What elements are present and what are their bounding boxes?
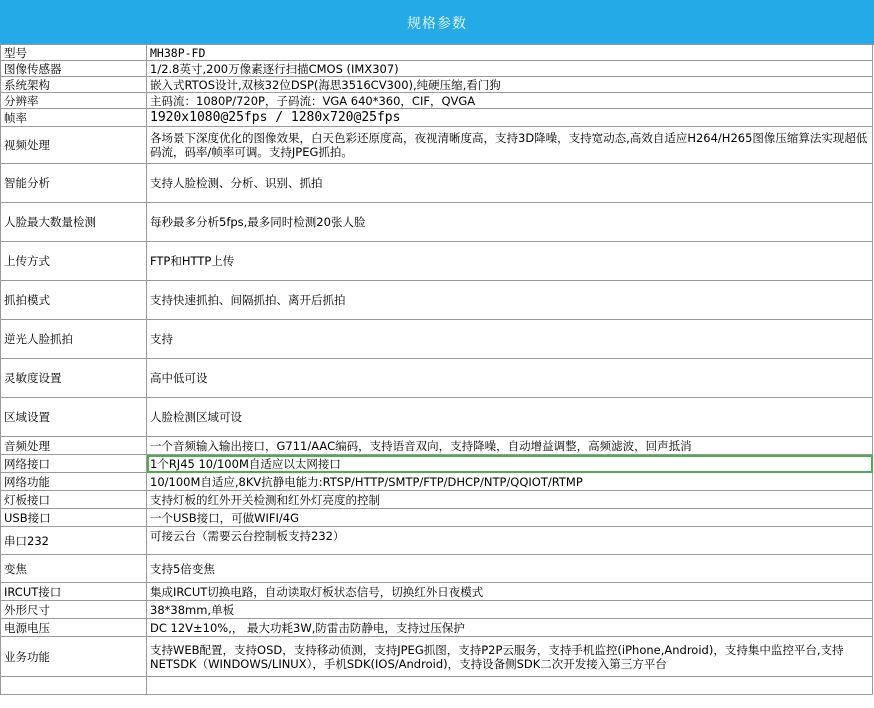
row-label: IRCUT接口	[1, 583, 147, 601]
row-value-selected-cell[interactable]: 1个RJ45 10/100M自适应以太网接口	[147, 455, 873, 473]
table-title: 规格参数	[407, 16, 467, 32]
row-value: 支持	[147, 320, 873, 359]
row-value: FTP和HTTP上传	[147, 242, 873, 281]
row-label: USB接口	[1, 509, 147, 527]
spec-table	[0, 44, 873, 695]
table-row	[1, 637, 873, 677]
table-row	[1, 61, 873, 77]
table-row	[1, 320, 873, 359]
row-value: 人脸检测区域可设	[147, 398, 873, 437]
row-label: 逆光人脸抓拍	[1, 320, 147, 359]
row-label: 音频处理	[1, 437, 147, 455]
row-label: 型号	[1, 45, 147, 61]
row-value: DC 12V±10%,， 最大功耗3W,防雷击防静电，支持过压保护	[147, 619, 873, 637]
row-value: 一个USB接口，可做WIFI/4G	[147, 509, 873, 527]
row-value: 支持WEB配置，支持OSD，支持移动侦测，支持JPEG抓图，支持P2P云服务，支持手机监控(iPhone,Android)，支持集中监控平台,支持NETSDK（WINDOWS/LINUX），手机SDK(IOS/Android)，支持设备侧SDK二次开发接入第三方平台	[147, 637, 873, 677]
row-value: 每秒最多分析5fps,最多同时检测20张人脸	[147, 203, 873, 242]
row-value: 一个音频输入输出接口，G711/AAC编码，支持语音双向，支持降噪，自动增益调整，高频滤波，回声抵消	[147, 437, 873, 455]
row-label: 串口232	[1, 527, 147, 555]
row-label: 图像传感器	[1, 61, 147, 77]
row-value: 支持5倍变焦	[147, 555, 873, 583]
table-row	[1, 619, 873, 637]
row-value: 嵌入式RTOS设计,双核32位DSP(海思3516CV300),纯硬压缩,看门狗	[147, 77, 873, 93]
table-row	[1, 164, 873, 203]
table-row	[1, 281, 873, 320]
table-row	[1, 583, 873, 601]
table-row	[1, 77, 873, 93]
row-label: 外形尺寸	[1, 601, 147, 619]
table-row-selected	[1, 455, 873, 473]
table-row	[1, 45, 873, 61]
row-label: 网络接口	[1, 455, 147, 473]
row-label: 业务功能	[1, 637, 147, 677]
row-label: 帧率	[1, 109, 147, 127]
row-label: 灵敏度设置	[1, 359, 147, 398]
row-value: 10/100M自适应,8KV抗静电能力:RTSP/HTTP/SMTP/FTP/DHCP/NTP/QQIOT/RTMP	[147, 473, 873, 491]
row-label: 智能分析	[1, 164, 147, 203]
table-row	[1, 359, 873, 398]
row-value: 支持灯板的红外开关检测和红外灯亮度的控制	[147, 491, 873, 509]
row-label: 系统架构	[1, 77, 147, 93]
table-row	[1, 509, 873, 527]
table-row	[1, 473, 873, 491]
table-row	[1, 203, 873, 242]
table-row	[1, 398, 873, 437]
row-value: MH38P-FD	[147, 45, 873, 61]
row-label: 灯板接口	[1, 491, 147, 509]
row-label: 区域设置	[1, 398, 147, 437]
table-row	[1, 601, 873, 619]
table-header	[0, 0, 874, 45]
table-row	[1, 491, 873, 509]
row-value: 1/2.8英寸,200万像素逐行扫描CMOS (IMX307)	[147, 61, 873, 77]
row-label: 分辨率	[1, 93, 147, 109]
row-value	[147, 677, 873, 695]
row-label: 电源电压	[1, 619, 147, 637]
row-value: 集成IRCUT切换电路，自动读取灯板状态信号，切换红外日夜模式	[147, 583, 873, 601]
row-value: 支持快速抓拍、间隔抓拍、离开后抓拍	[147, 281, 873, 320]
row-value: 可接云台（需要云台控制板支持232）	[147, 527, 873, 555]
row-label: 上传方式	[1, 242, 147, 281]
row-label	[1, 677, 147, 695]
row-value: 高中低可设	[147, 359, 873, 398]
table-row	[1, 93, 873, 109]
row-value: 支持人脸检测、分析、识别、抓拍	[147, 164, 873, 203]
row-label: 抓拍模式	[1, 281, 147, 320]
table-row	[1, 127, 873, 164]
table-row	[1, 527, 873, 555]
row-value: 主码流：1080P/720P，子码流：VGA 640*360，CIF，QVGA	[147, 93, 873, 109]
row-label: 人脸最大数量检测	[1, 203, 147, 242]
table-row	[1, 242, 873, 281]
row-value: 38*38mm,单板	[147, 601, 873, 619]
row-label: 视频处理	[1, 127, 147, 164]
table-row	[1, 109, 873, 127]
table-row	[1, 555, 873, 583]
row-label: 变焦	[1, 555, 147, 583]
row-value: 1920x1080@25fps / 1280x720@25fps	[147, 109, 873, 127]
row-label: 网络功能	[1, 473, 147, 491]
table-row	[1, 437, 873, 455]
row-value: 各场景下深度优化的图像效果，白天色彩还原度高，夜视清晰度高，支持3D降噪，支持宽动态,高效自适应H264/H265图像压缩算法实现超低码流，码率/帧率可调。支持JPEG抓拍。	[147, 127, 873, 164]
table-row-empty	[1, 677, 873, 695]
